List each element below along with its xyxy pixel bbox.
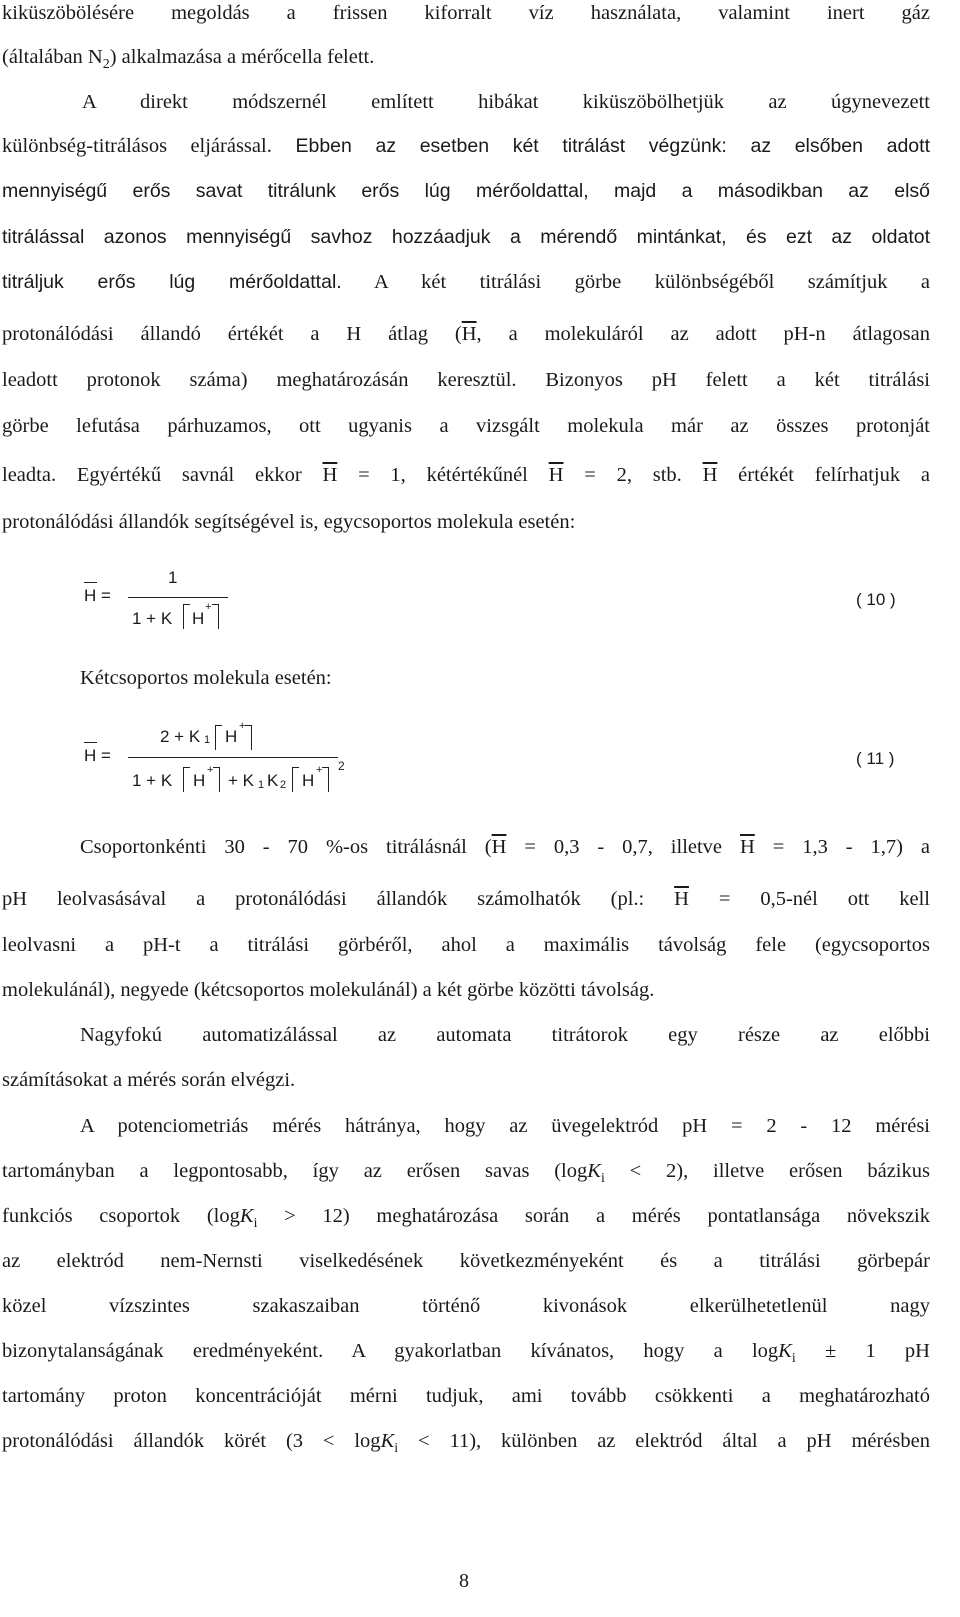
bracket-right: [213, 767, 220, 792]
equation-number: ( 10 ): [856, 590, 896, 609]
text-line: titráljuk erős lúg mérőoldattal. A két titrálási görbe különbségéből számítjuk a: [2, 271, 931, 293]
bracket-right: [322, 767, 329, 792]
bracket-left: [183, 767, 190, 792]
text-line: Kétcsoportos molekula esetén:: [80, 667, 332, 689]
fraction-denominator: 1 + K: [132, 609, 173, 628]
equation-number: ( 11 ): [856, 749, 895, 768]
equation-lhs: H =: [84, 586, 111, 605]
text-line: protonálódási állandók körét (3 < logK$_i$ < 11), különben az elektród által a pH mérésben: [2, 1430, 930, 1457]
fraction-numerator: 1: [168, 568, 178, 587]
text-line: A direkt módszernél említett hibákat kiküszöbölhetjük az úgynevezett: [82, 91, 930, 113]
text-line: számításokat a mérés során elvégzi.: [2, 1069, 296, 1091]
bracket-right: [245, 725, 252, 750]
text-line: leadta. Egyértékű savnál ekkor $\overline{H} = 1$, kétértékűnél $\overline{H} = 2$, stb. $\overline{H}$ értékét felírhatjuk a: [2, 464, 930, 486]
text-line: tartomány proton koncentrációját mérni tudjuk, ami tovább csökkenti a meghatározható: [2, 1385, 930, 1407]
text-line: görbe lefutása párhuzamos, ott ugyanis a vizsgált molekula már az összes protonját: [2, 415, 930, 437]
bracket-left: [292, 767, 299, 792]
text-line: mennyiségű erős savat titrálunk erős lúg mérőoldattal, majd a másodikban az első: [2, 180, 930, 202]
equation-11: H = 2 + K 1 H + 1 + K H + + K 1 K 2 H + 2 ( 11 ): [84, 720, 895, 791]
text-line: kiküszöbölésére megoldás a frissen kiforralt víz használata, valamint inert gáz: [2, 2, 930, 24]
bracket-left: [215, 725, 222, 750]
page-number: 8: [459, 1570, 469, 1592]
text-line: titrálással azonos mennyiségű savhoz hozzáadjuk a mérendő mintánkat, és ezt az oldatot: [2, 226, 930, 248]
text-line: leadott protonok száma) meghatározásán keresztül. Bizonyos pH felett a két titrálási: [2, 369, 930, 391]
text-line: pH leolvasásával a protonálódási állandók számolhatók (pl.: $\overline{H}$ = 0,5-nél ott kell: [2, 888, 930, 910]
text-line: protonálódási állandók segítségével is, egycsoportos molekula esetén:: [2, 511, 576, 533]
text-line: (általában $N_2$) alkalmazása a mérőcella felett.: [2, 46, 375, 73]
text-line: molekulánál), negyede (kétcsoportos molekulánál) a két görbe közötti távolság.: [2, 979, 655, 1001]
text-line: Nagyfokú automatizálással az automata titrátorok egy része az előbbi: [80, 1024, 930, 1046]
text-line: az elektród nem-Nernsti viselkedésének következményeként és a titrálási görbepár: [2, 1250, 930, 1272]
text-line: funkciós csoportok (logK$_i$ > 12) meghatározása során a mérés pontatlansága növekszik: [2, 1205, 930, 1232]
fraction-bar: [128, 757, 338, 758]
bracket-right: [212, 604, 219, 629]
text-line: protonálódási állandó értékét a H átlag ($\overline{H}$, a molekuláról az adott pH-n átlagosan: [2, 323, 930, 345]
equation-10: H = 1 1 + K H + ( 10 ): [84, 568, 896, 628]
h-bar: [84, 742, 97, 743]
equation-lhs: H =: [84, 746, 111, 765]
fraction-bar: [128, 597, 228, 598]
text-line: tartományban a legpontosabb, így az erősen savas (logK$_i$ < 2), illetve erősen bázikus: [2, 1160, 930, 1187]
text-line: közel vízszintes szakaszaiban történő kivonások elkerülhetetlenül nagy: [2, 1295, 930, 1317]
text-line: leolvasni a pH-t a titrálási görbéről, ahol a maximális távolság fele (egycsoportos: [2, 934, 930, 956]
text-line: Csoportonkénti 30 - 70 %-os titrálásnál ($\overline{H} = 0,3 - 0,7$, illetve $\overline{H} = 1,3 - 1,7$) a: [80, 836, 930, 858]
h-bar: [84, 582, 97, 583]
text-line: különbség-titrálásos eljárással. Ebben az esetben két titrálást végzünk: az elsőben adott: [2, 135, 930, 157]
text-line: bizonytalanságának eredményeként. A gyakorlatban kívánatos, hogy a logK$_i$ ± 1 pH: [2, 1340, 930, 1367]
bracket-left: [183, 604, 190, 629]
text-line: A potenciometriás mérés hátránya, hogy az üvegelektród pH = 2 - 12 mérési: [80, 1115, 930, 1137]
